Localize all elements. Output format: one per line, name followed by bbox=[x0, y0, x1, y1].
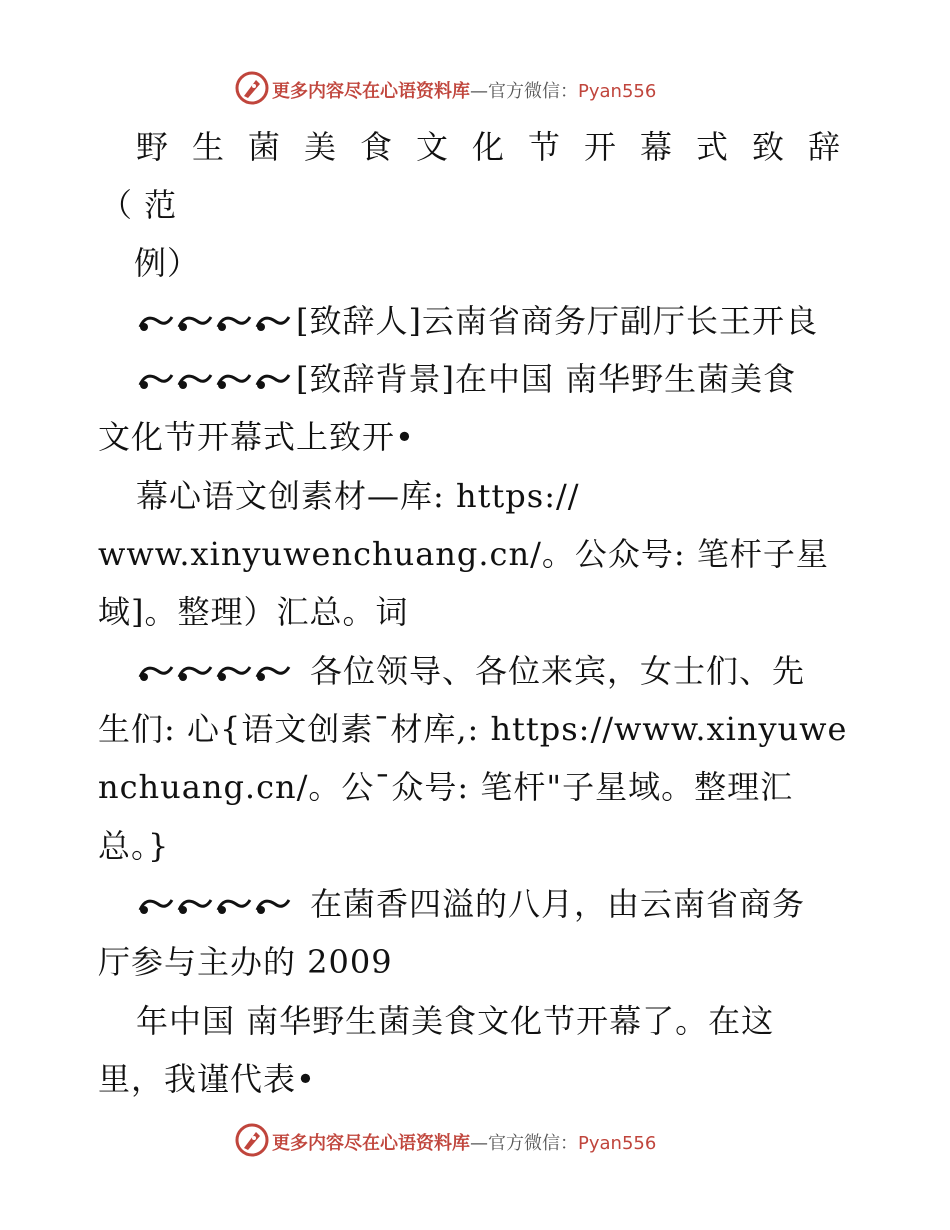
paragraph-source-1: 幕心语文创素材—库: https:// bbox=[136, 477, 580, 515]
paragraph-intro bbox=[136, 884, 805, 924]
pen-nib-logo-icon bbox=[234, 1122, 270, 1158]
banner-wechat-id: Pyan556 bbox=[578, 81, 657, 102]
intro-text: 在菌香四溢的八月，由云南省商务 bbox=[310, 885, 806, 923]
intro-text-2: 厅参与主办的 2009 bbox=[98, 943, 393, 981]
greeting-text-4: 总。} bbox=[98, 827, 170, 865]
document-title: 野生菌美食文化节开幕式致辞 bbox=[136, 128, 865, 166]
banner-wechat-label: 官方微信： bbox=[488, 81, 578, 102]
banner-separator: — bbox=[470, 1133, 488, 1154]
banner-wechat-id: Pyan556 bbox=[578, 1133, 657, 1154]
greeting-text-2: 生们: 心{语文创素¯材库,: https://www.xinyuwe bbox=[98, 710, 848, 748]
paragraph-background bbox=[136, 359, 796, 399]
swirl-ornament-icon bbox=[136, 890, 292, 918]
paragraph-source-2: www.xinyuwenchuang.cn/。公众号: 笔杆子星 bbox=[98, 535, 829, 573]
paragraph-greeting bbox=[136, 651, 805, 691]
paragraph-opening-2: 里，我谨代表• bbox=[98, 1060, 316, 1098]
pen-nib-logo-icon bbox=[234, 70, 270, 106]
paragraph-source-3: 域]。整理）汇总。词 bbox=[98, 593, 409, 631]
banner-text bbox=[272, 1129, 656, 1155]
greeting-text: 各位领导、各位来宾，女士们、先 bbox=[310, 652, 806, 690]
banner-text bbox=[272, 77, 656, 103]
background-text-cont: 文化节开幕式上致开• bbox=[98, 418, 415, 456]
swirl-ornament-icon bbox=[136, 365, 292, 393]
banner-wechat-label: 官方微信： bbox=[488, 1133, 578, 1154]
banner-main-text: 更多内容尽在心语资料库 bbox=[272, 81, 470, 102]
greeting-text-3: nchuang.cn/。公¯众号: 笔杆"子星域。整理汇 bbox=[98, 768, 794, 806]
header-banner bbox=[0, 68, 950, 108]
banner-separator: — bbox=[470, 81, 488, 102]
background-text: [致辞背景]在中国 南华野生菌美食 bbox=[296, 360, 797, 398]
banner-main-text: 更多内容尽在心语资料库 bbox=[272, 1133, 470, 1154]
title-line-3: 例） bbox=[134, 244, 201, 282]
paragraph-opening: 年中国 南华野生菌美食文化节开幕了。在这 bbox=[136, 1002, 775, 1040]
swirl-ornament-icon bbox=[136, 307, 292, 335]
title-line-2: （ 范 bbox=[100, 186, 178, 224]
footer-banner bbox=[0, 1120, 950, 1160]
swirl-ornament-icon bbox=[136, 657, 292, 685]
paragraph-speaker bbox=[136, 301, 818, 341]
speaker-text: [致辞人]云南省商务厅副厅长王开良 bbox=[296, 302, 818, 340]
